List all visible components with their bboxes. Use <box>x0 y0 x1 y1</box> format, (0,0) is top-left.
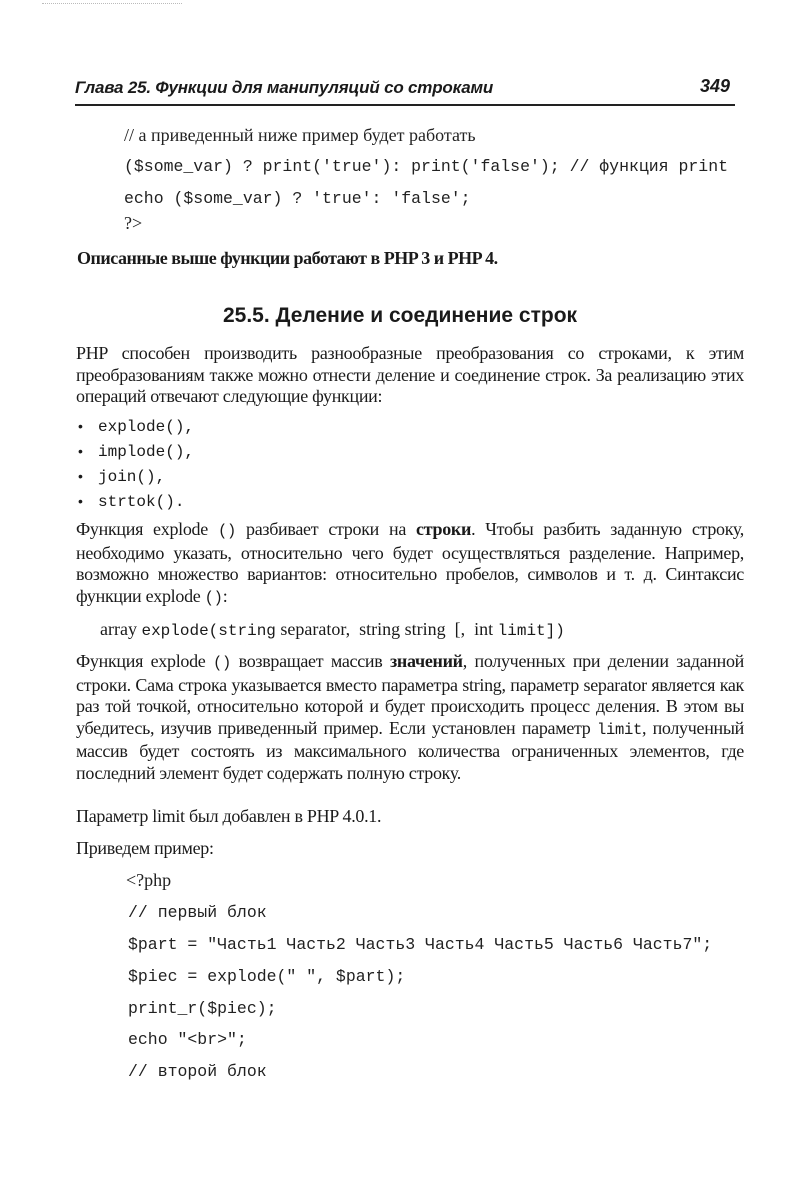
running-header <box>75 74 735 106</box>
list-item: • strtok(). <box>78 493 185 511</box>
intro-paragraph: PHP способен производить разнообразные преобразования со строками, к этим преобразованиям также можно отнести деление и соединение строк. За реализацию этих операций отвечают следующие функции: <box>76 343 744 406</box>
bullet-icon: • <box>78 443 83 459</box>
page-number: 349 <box>699 76 730 96</box>
explode-paragraph: Функция explode () разбивает строки на строки. Чтобы разбить заданную строку, необходимо указать, относительно чего будет осуществляться разделение. Например, возможно множество вариантов: относительно пробелов, символов и т. д. Синтаксис функции explode (): <box>76 519 745 607</box>
version-note: Описанные выше функции работают в PHP 3 и PHP 4. <box>77 248 498 268</box>
code-line: $part = "Часть1 Часть2 Часть3 Часть4 Часть5 Часть6 Часть7"; <box>128 935 713 954</box>
code-line: ?> <box>124 213 143 233</box>
code-line: print_r($piec); <box>128 999 277 1018</box>
code-line: // первый блок <box>128 903 267 922</box>
code-line: // а приведенный ниже пример будет работать <box>124 125 476 145</box>
example-intro: Приведем пример: <box>76 838 214 858</box>
code-line: // второй блок <box>128 1062 267 1081</box>
list-item: • implode(), <box>78 443 195 461</box>
list-item: • join(), <box>78 468 166 486</box>
bullet-icon: • <box>78 493 83 509</box>
bullet-icon: • <box>78 418 83 434</box>
code-line: $piec = explode(" ", $part); <box>128 967 406 986</box>
list-item: • explode(), <box>78 418 195 436</box>
limit-note: Параметр limit был добавлен в PHP 4.0.1. <box>76 806 382 826</box>
scan-artifact <box>42 3 182 7</box>
bullet-icon: • <box>78 468 83 484</box>
chapter-title: Глава 25. Функции для манипуляций со строками <box>75 78 494 97</box>
code-line: echo ($some_var) ? 'true': 'false'; <box>124 189 471 208</box>
code-line: ($some_var) ? print('true'): print('false'); // функция print <box>124 157 728 176</box>
section-heading: 25.5. Деление и соединение строк <box>222 304 578 327</box>
returns-paragraph: Функция explode () возвращает массив значений, полученных при делении заданной строки. Сама строка указывается вместо параметра string, параметр separator является как раз той точкой, относительно которой и будет происходить процесс деления. В этом вы убедитесь, изучив приведенный пример. Если установлен параметр limit, полученный массив будет состоять из максимального количества ограниченных элементов, где последний элемент будет содержать полную строку. <box>76 651 744 783</box>
syntax-line: array explode(string separator, string string [, int limit]) <box>100 619 565 640</box>
code-line: <?php <box>126 870 172 890</box>
code-line: echo "<br>"; <box>128 1030 247 1049</box>
